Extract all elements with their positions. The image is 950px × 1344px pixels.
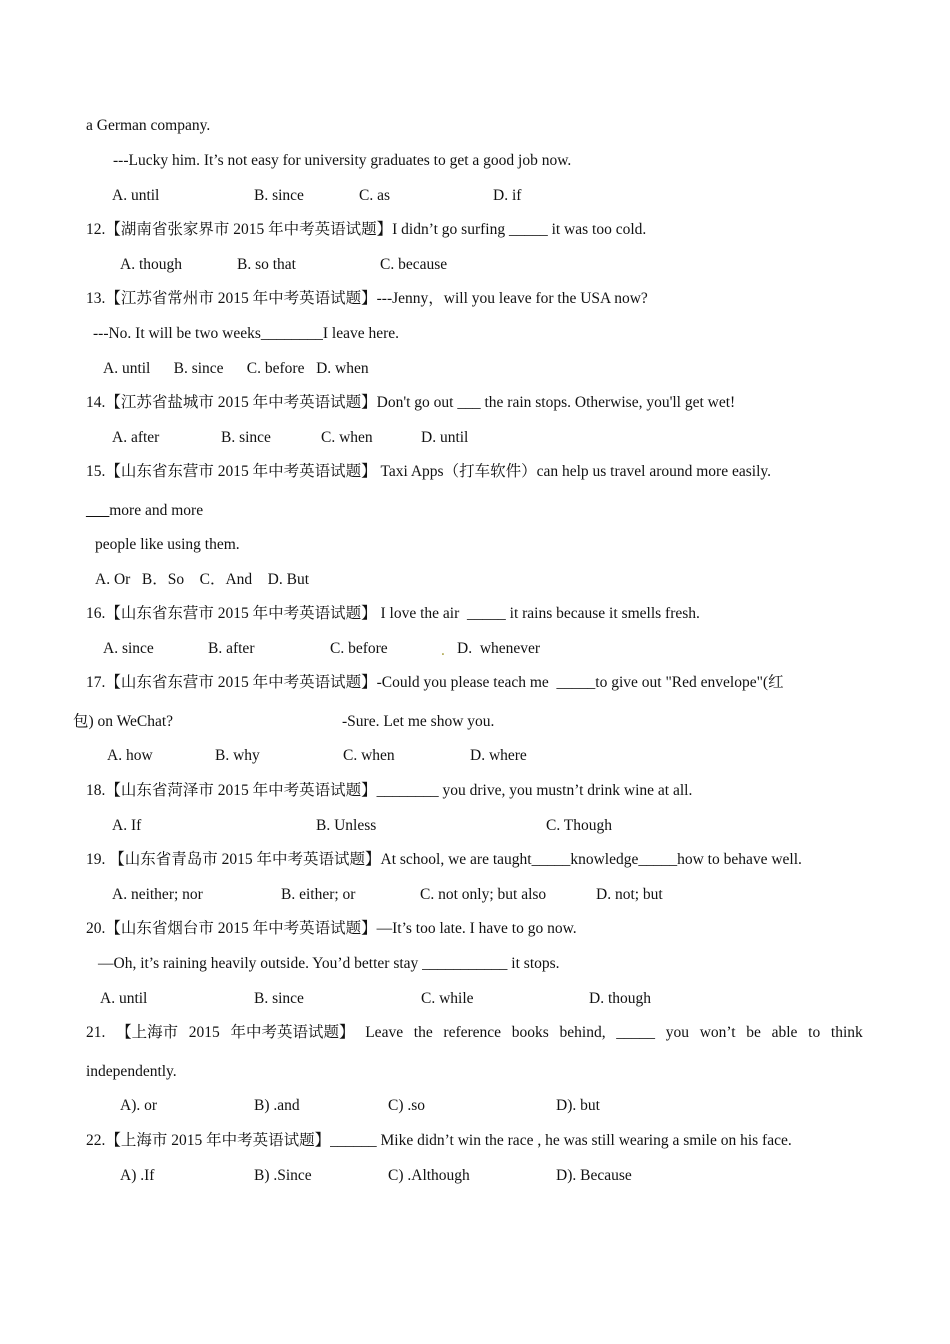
q16-option-c: C. before [330, 640, 388, 657]
q22-question: 22.【上海市 2015 年中考英语试题】______ Mike didn’t win the race , he was still wearing a smile on his face. [86, 1132, 792, 1149]
q21-continuation: independently. [86, 1063, 177, 1080]
q15-blank: ___ [86, 502, 110, 519]
q22-option-b: B) .Since [254, 1167, 312, 1184]
q19-question: 19. 【山东省青岛市 2015 年中考英语试题】At school, we are taught_____knowledge_____how to behave well. [86, 851, 802, 868]
q21-word: be [746, 1024, 761, 1041]
q12-question: 12.【湖南省张家界市 2015 年中考英语试题】I didn’t go surfing _____ it was too cold. [86, 221, 647, 238]
q20-option-c: C. while [421, 990, 474, 1007]
q21-word: _____ [616, 1024, 656, 1041]
q21-word: the [413, 1024, 433, 1041]
q21-option-c: C) .so [388, 1097, 426, 1114]
q18-question: 18.【山东省菏泽市 2015 年中考英语试题】________ you drive, you mustn’t drink wine at all. [86, 782, 693, 799]
q11-text-end: a German company. [86, 117, 211, 134]
q17-question: 17.【山东省东营市 2015 年中考英语试题】-Could you please teach me _____to give out "Red envelope"(红 [86, 674, 784, 691]
q21-word: 年中考英语试题】 [230, 1024, 355, 1041]
q17-option-c: C. when [343, 747, 395, 764]
q21-option-d: D). but [556, 1097, 600, 1114]
q21-option-a: A). or [120, 1097, 158, 1114]
q11-option-c: C. as [359, 187, 390, 204]
q21-word: 2015 [188, 1024, 220, 1041]
q19-option-a: A. neither; nor [112, 886, 203, 903]
q17-option-d: D. where [470, 747, 527, 764]
q13-reply: ---No. It will be two weeks________I leave here. [93, 325, 400, 342]
q17-option-a: A. how [107, 747, 153, 764]
q16-option-b: B. after [208, 640, 255, 657]
q21-word: to [808, 1024, 821, 1041]
q12-option-c: C. because [380, 256, 448, 273]
q12-option-b: B. so that [237, 256, 296, 273]
q14-option-a: A. after [112, 429, 160, 446]
q14-option-d: D. until [421, 429, 469, 446]
q14-question: 14.【江苏省盐城市 2015 年中考英语试题】Don't go out ___ the rain stops. Otherwise, you'll get wet! [86, 394, 736, 411]
q16-option-a: A. since [103, 640, 154, 657]
q13-options: A. until B. since C. before D. when [103, 360, 369, 377]
stray-mark: . [441, 642, 445, 659]
q21-word: think [830, 1024, 863, 1041]
q20-option-d: D. though [589, 990, 651, 1007]
q13-question: 13.【江苏省常州市 2015 年中考英语试题】---Jenny，will you leave for the USA now? [86, 290, 648, 307]
q17-continuation: 包) on WeChat? [73, 713, 174, 730]
q16-option-d: D. whenever [457, 640, 541, 657]
q21-word: 【上海市 [116, 1024, 179, 1041]
q17-option-b: B. why [215, 747, 260, 764]
q11-option-b: B. since [254, 187, 304, 204]
q21-option-b: B) .and [254, 1097, 300, 1114]
q21-word: able [771, 1024, 798, 1041]
q20-option-a: A. until [100, 990, 148, 1007]
q17-reply: -Sure. Let me show you. [342, 713, 495, 730]
q21-word: you [665, 1024, 689, 1041]
q19-option-d: D. not; but [596, 886, 663, 903]
q11-option-d: D. if [493, 187, 522, 204]
q15-options: A. Or B．So C．And D. But [95, 571, 310, 588]
q20-option-b: B. since [254, 990, 304, 1007]
q12-option-a: A. though [120, 256, 182, 273]
q16-question: 16.【山东省东营市 2015 年中考英语试题】 I love the air _____ it rains because it smells fresh. [86, 605, 700, 622]
q15-continuation-2: people like using them. [95, 536, 240, 553]
q15-continuation [86, 501, 203, 521]
q11-option-a: A. until [112, 187, 160, 204]
q21-word: reference [443, 1024, 502, 1041]
q18-option-b: B. Unless [316, 817, 377, 834]
q21-word: behind, [559, 1024, 606, 1041]
q21-word: books [511, 1024, 549, 1041]
q14-option-c: C. when [321, 429, 373, 446]
q18-option-a: A. If [112, 817, 142, 834]
q15-continuation-text: more and more [109, 502, 204, 519]
q19-option-c: C. not only; but also [420, 886, 547, 903]
q21-question [86, 1023, 863, 1043]
q11-text-reply: ---Lucky him. It’s not easy for university graduates to get a good job now. [113, 152, 572, 169]
q20-question: 20.【山东省烟台市 2015 年中考英语试题】—It’s too late. I have to go now. [86, 920, 577, 937]
q21-word: won’t [699, 1024, 736, 1041]
q19-option-b: B. either; or [281, 886, 356, 903]
q22-option-c: C) .Although [388, 1167, 470, 1184]
q15-question: 15.【山东省东营市 2015 年中考英语试题】 Taxi Apps（打车软件）can help us travel around more easily. [86, 463, 771, 480]
q21-word: 21. [86, 1024, 106, 1041]
q20-reply: —Oh, it’s raining heavily outside. You’d better stay ___________ it stops. [98, 955, 560, 972]
q22-option-a: A) .If [120, 1167, 155, 1184]
q22-option-d: D). Because [556, 1167, 632, 1184]
q14-option-b: B. since [221, 429, 271, 446]
q21-word: Leave [365, 1024, 404, 1041]
q18-option-c: C. Though [546, 817, 613, 834]
